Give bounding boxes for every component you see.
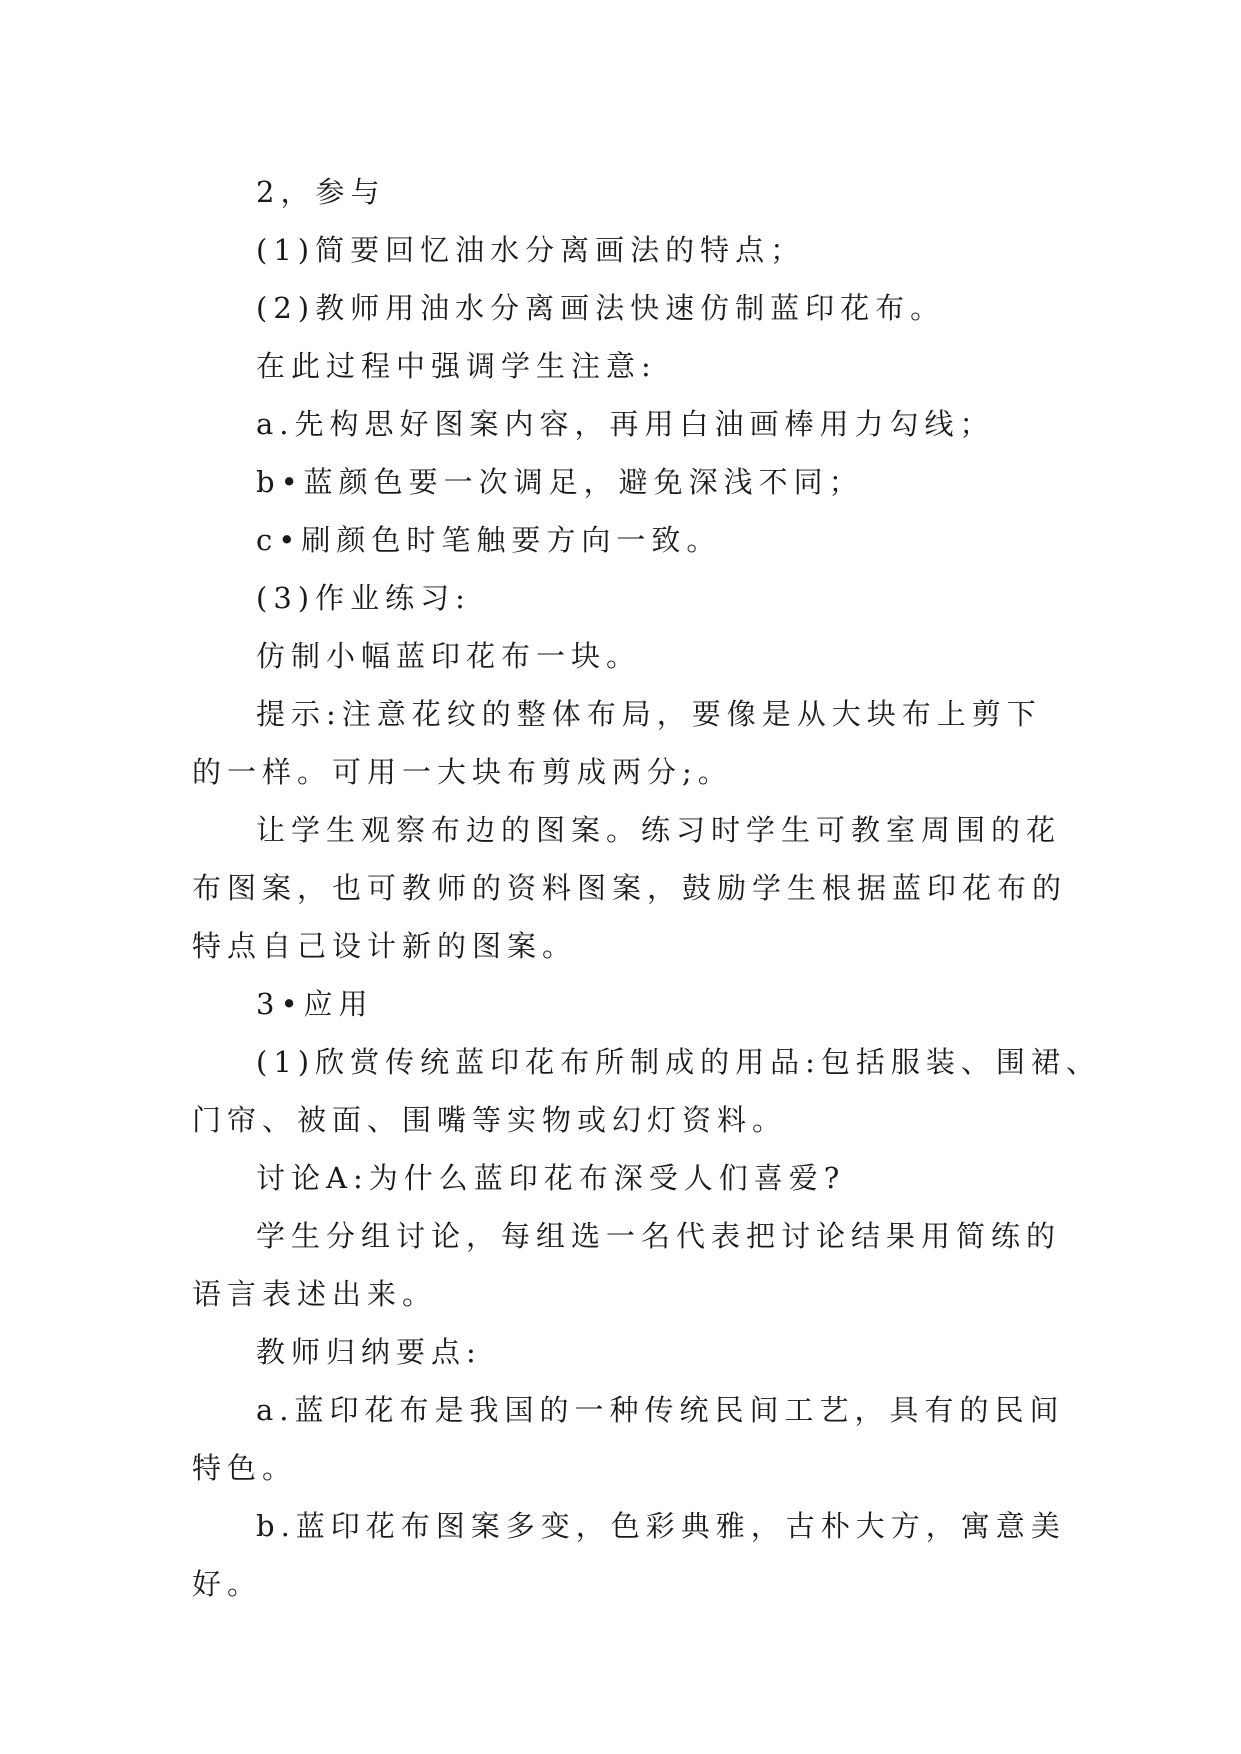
paragraph: 教师归纳要点: bbox=[256, 1335, 482, 1369]
paragraph: (1)简要回忆油水分离画法的特点； bbox=[256, 233, 806, 267]
section-heading-apply: 3•应用 bbox=[256, 987, 374, 1021]
paragraph: (3)作业练习: bbox=[256, 581, 471, 615]
paragraph: 仿制小幅蓝印花布一块。 bbox=[256, 639, 642, 673]
paragraph: 提示:注意花纹的整体布局，要像是从大块布上剪下的一样。可用一大块布剪成两分;。 bbox=[192, 697, 1042, 789]
list-item: b•蓝颜色要一次调足，避免深浅不同； bbox=[256, 465, 864, 499]
list-item: a.蓝印花布是我国的一种传统民间工艺，具有的民间特色。 bbox=[192, 1393, 1065, 1485]
section-heading-participate: 2，参与 bbox=[256, 175, 386, 209]
paragraph: (1)欣赏传统蓝印花布所制成的用品:包括服装、围裙、门帘、被面、围嘴等实物或幻灯资料。 bbox=[192, 1045, 1101, 1137]
paragraph: 讨论A:为什么蓝印花布深受人们喜爱? bbox=[256, 1161, 846, 1195]
list-item: b.蓝印花布图案多变，色彩典雅，古朴大方，寓意美好。 bbox=[192, 1509, 1066, 1601]
paragraph: 让学生观察布边的图案。练习时学生可教室周围的花布图案，也可教师的资料图案，鼓励学生根据蓝印花布的特点自己设计新的图案。 bbox=[192, 813, 1068, 963]
paragraph: (2)教师用油水分离画法快速仿制蓝印花布。 bbox=[256, 291, 946, 325]
paragraph: 学生分组讨论，每组选一名代表把讨论结果用简练的语言表述出来。 bbox=[192, 1219, 1062, 1311]
list-item: c•刷颜色时笔触要方向一致。 bbox=[256, 523, 722, 557]
list-item: a.先构思好图案内容，再用白油画棒用力勾线； bbox=[256, 407, 995, 441]
paragraph: 在此过程中强调学生注意: bbox=[256, 349, 657, 383]
document-body bbox=[192, 163, 1101, 1613]
